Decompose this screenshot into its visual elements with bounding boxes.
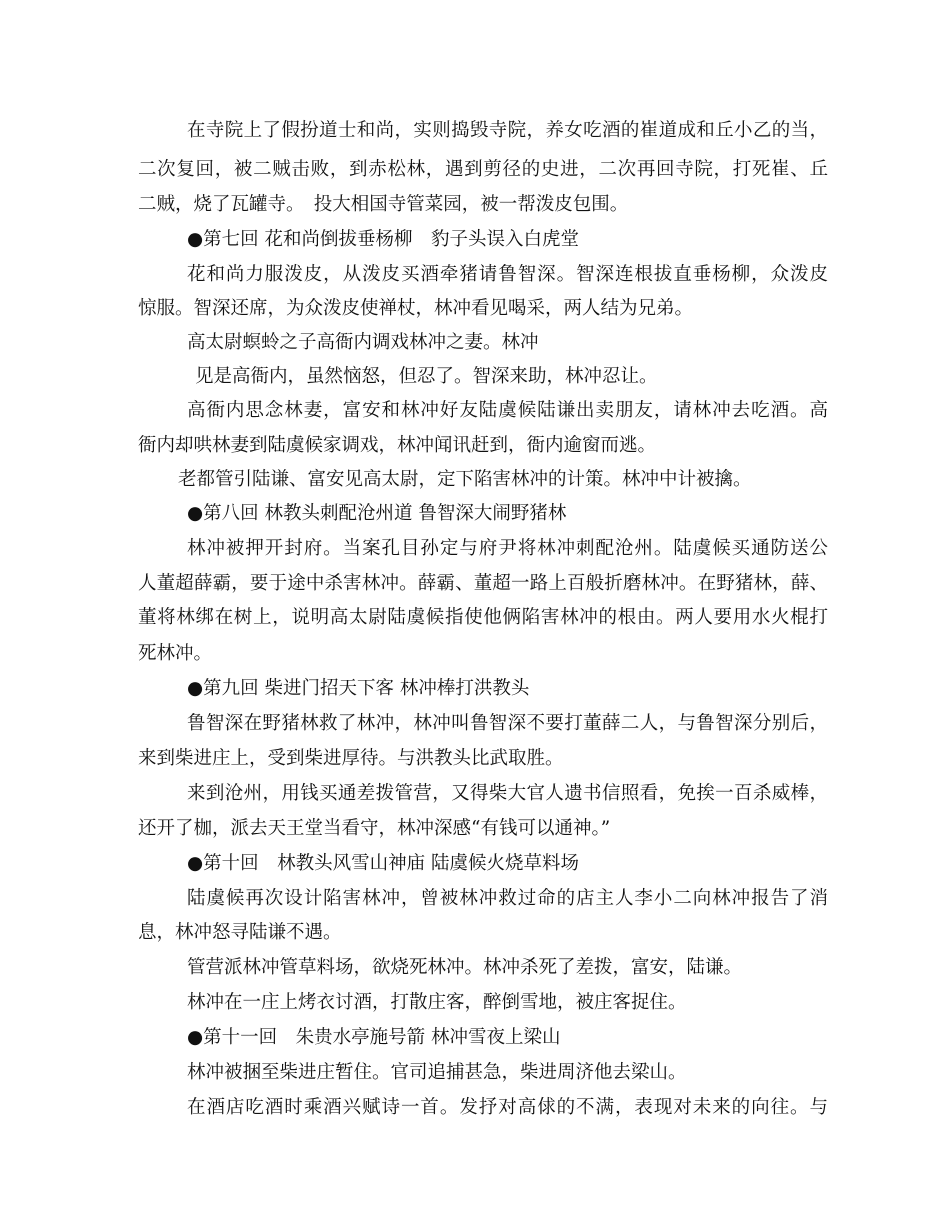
paragraph-line: 管营派林冲管草料场，欲烧死林冲。林冲杀死了差拨，富安，陆谦。: [187, 957, 743, 978]
chapter-heading: ●第十回 林教头风雪山神庙 陆虞候火烧草料场: [187, 853, 580, 874]
paragraph-line: 衙内却哄林妻到陆虞候家调戏，林冲闻讯赶到，衙内逾窗而逃。: [138, 435, 657, 456]
paragraph-line: 高太尉螟蛉之子高衙内调戏林冲之妻。林冲: [187, 332, 539, 353]
paragraph-line: 在酒店吃酒时乘酒兴赋诗一首。发抒对高俅的不满，表现对未来的向往。与: [187, 1097, 828, 1118]
paragraph-line: 陆虞候再次设计陷害林冲，曾被林冲救过命的店主人李小二向林冲报告了消: [187, 888, 828, 909]
paragraph-line: 息，林冲怒寻陆谦不遇。: [138, 922, 342, 943]
paragraph-line: 高衙内思念林妻，富安和林冲好友陆虞候陆谦出卖朋友，请林冲去吃酒。高: [187, 400, 828, 421]
paragraph-line: 林冲在一庄上烤衣讨酒，打散庄客，醉倒雪地，被庄客捉住。: [187, 992, 687, 1013]
chapter-heading: ●第八回 林教头刺配沧州道 鲁智深大闹野猪林: [187, 503, 567, 524]
chapter-heading: ●第七回 花和尚倒拔垂杨柳 豹子头误入白虎堂: [187, 229, 580, 250]
paragraph-line: 林冲被押开封府。当案孔目孙定与府尹将林冲刺配沧州。陆虞候买通防送公: [187, 538, 828, 559]
paragraph-line: 董将林绑在树上，说明高太尉陆虞候指使他俩陷害林冲的根由。两人要用水火棍打: [138, 607, 828, 628]
paragraph-line: 还开了枷，派去天王堂当看守，林冲深感“有钱可以通神。”: [138, 818, 611, 839]
paragraph-line: 来到沧州，用钱买通差拨管营，又得柴大官人遗书信照看，免挨一百杀威棒，: [187, 783, 828, 804]
chapter-heading: ●第九回 柴进门招天下客 林冲棒打洪教头: [187, 678, 530, 699]
paragraph-line: 花和尚力服泼皮，从泼皮买酒牵猪请鲁智深。智深连根拔直垂杨柳，众泼皮: [187, 264, 828, 285]
paragraph-line: 二贼，烧了瓦罐寺。 投大相国寺管菜园，被一帮泼皮包围。: [138, 194, 629, 215]
paragraph-line: 人董超薛霸，要于途中杀害林冲。薛霸、董超一路上百般折磨林冲。在野猪林，薛、: [138, 573, 828, 594]
paragraph-line: 死林冲。: [138, 643, 213, 664]
paragraph-line: 鲁智深在野猪林救了林冲，林冲叫鲁智深不要打董薛二人，与鲁智深分别后，: [187, 713, 828, 734]
paragraph-line: 见是高衙内，虽然恼怒，但忍了。智深来助，林冲忍让。: [195, 366, 658, 387]
paragraph-line: 来到柴进庄上，受到柴进厚待。与洪教头比武取胜。: [138, 748, 564, 769]
paragraph-line: 惊服。智深还席，为众泼皮使禅杖，林冲看见喝采，两人结为兄弟。: [138, 298, 694, 319]
paragraph-line: 老都管引陆谦、富安见高太尉，定下陷害林冲的计策。林冲中计被擒。: [178, 469, 752, 490]
paragraph-line: 在寺院上了假扮道士和尚，实则捣毁寺院，养女吃酒的崔道成和丘小乙的当，: [187, 120, 828, 141]
chapter-heading: ●第十一回 朱贵水亭施号箭 林冲雪夜上梁山: [187, 1027, 561, 1048]
paragraph-line: 林冲被捆至柴进庄暂住。官司追捕甚急，柴进周济他去梁山。: [187, 1062, 687, 1083]
paragraph-line: 二次复回，被二贼击败，到赤松林，遇到剪径的史进，二次再回寺院，打死崔、丘: [138, 159, 828, 180]
